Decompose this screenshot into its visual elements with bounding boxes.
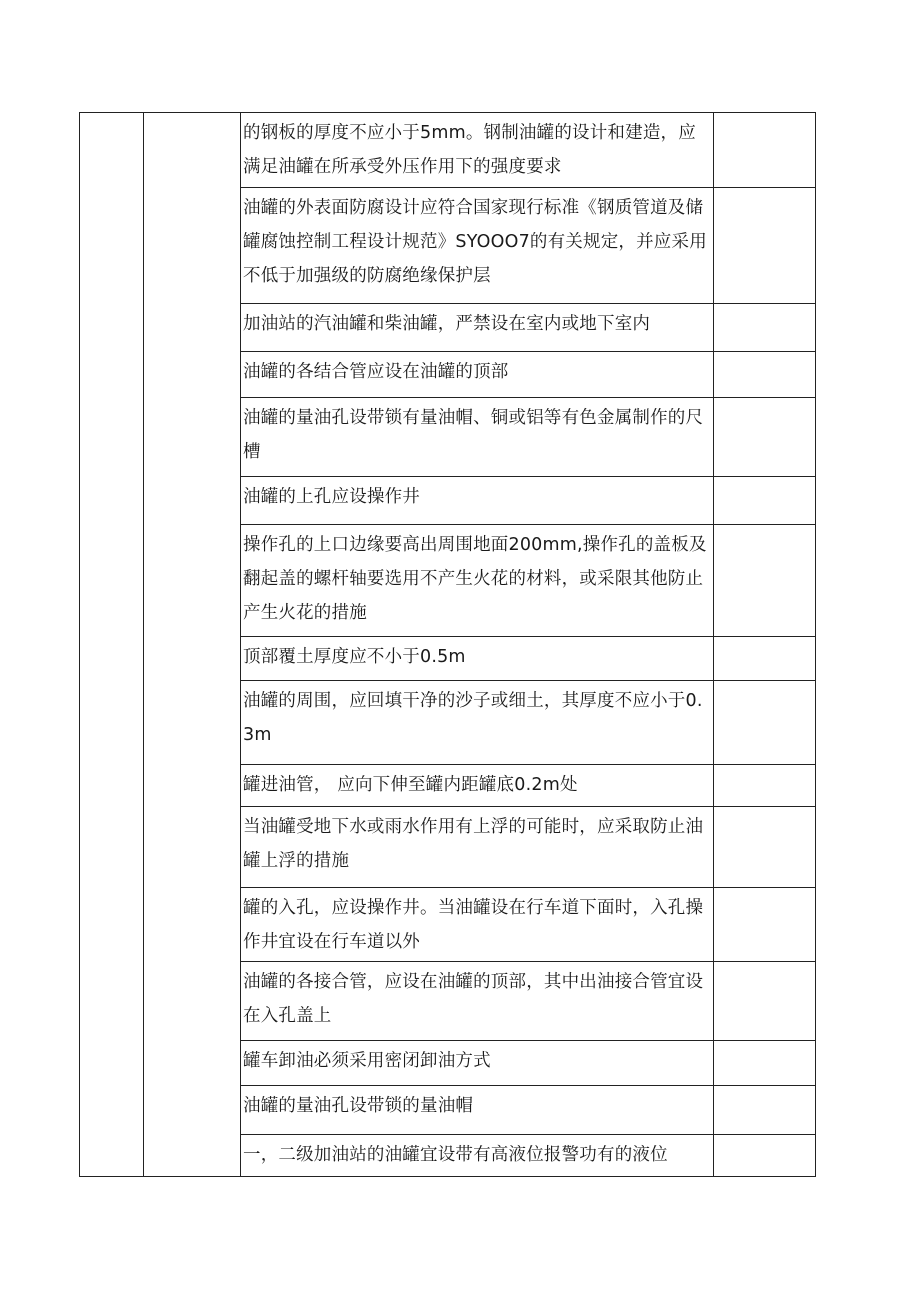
requirement-cell [241, 1041, 714, 1086]
result-cell [714, 962, 816, 1041]
requirement-text: 油罐的各接合管，应设在油罐的顶部，其中出油接合管宜设在入孔盖上 [243, 972, 704, 1026]
requirement-cell [241, 888, 714, 962]
requirement-cell [241, 681, 714, 765]
requirements-table [79, 112, 816, 1177]
requirement-cell [241, 398, 714, 477]
requirement-text: 油罐的外表面防腐设计应符合国家现行标准《钢质管道及储罐腐蚀控制工程设计规范》SYOOO7的有关规定，并应采用不低于加强级的防腐绝缘保护层 [243, 198, 707, 286]
result-cell [714, 1086, 816, 1135]
requirement-cell [241, 188, 714, 304]
requirement-text: 一，二级加油站的油罐宜设带有高液位报警功有的液位 [243, 1145, 668, 1165]
requirement-cell [241, 113, 714, 188]
requirement-text: 罐车卸油必须采用密闭卸油方式 [243, 1051, 491, 1071]
result-cell [714, 525, 816, 637]
requirement-cell [241, 304, 714, 352]
table-row [80, 113, 816, 188]
result-cell [714, 1135, 816, 1177]
requirement-text: 罐的入孔，应设操作井。当油罐设在行车道下面时，入孔操作井宜设在行车道以外 [243, 898, 704, 952]
requirement-text: 油罐的量油孔设带锁有量油帽、铜或铝等有色金属制作的尺槽 [243, 408, 704, 462]
result-cell [714, 637, 816, 681]
requirement-text: 当油罐受地下水或雨水作用有上浮的可能时，应采取防止油罐上浮的措施 [243, 817, 704, 871]
requirement-text: 操作孔的上口边缘要高出周围地面200mm,操作孔的盖板及翻起盖的螺杆轴要选用不产生火花的材料，或采限其他防止产生火花的措施 [243, 535, 707, 623]
result-cell [714, 1041, 816, 1086]
requirement-text: 油罐的上孔应设操作井 [243, 487, 420, 507]
requirement-text: 油罐的各结合管应设在油罐的顶部 [243, 362, 509, 382]
requirement-cell [241, 477, 714, 525]
result-cell [714, 304, 816, 352]
requirement-text: 油罐的量油孔设带锁的量油帽 [243, 1096, 474, 1116]
result-cell [714, 765, 816, 807]
category-cell [80, 113, 144, 1177]
requirement-text: 罐进油管， 应向下伸至罐内距罐底0.2m处 [243, 775, 578, 795]
result-cell [714, 352, 816, 398]
result-cell [714, 398, 816, 477]
requirement-cell [241, 525, 714, 637]
requirement-text: 顶部覆土厚度应不小于0.5m [243, 647, 466, 667]
requirement-cell [241, 807, 714, 888]
requirement-cell [241, 637, 714, 681]
requirement-cell [241, 765, 714, 807]
requirement-text: 加油站的汽油罐和柴油罐，严禁设在室内或地下室内 [243, 314, 651, 334]
result-cell [714, 188, 816, 304]
requirement-text: 油罐的周围，应回填干净的沙子或细土，其厚度不应小于0.3m [243, 691, 703, 745]
result-cell [714, 113, 816, 188]
result-cell [714, 681, 816, 765]
requirement-cell [241, 1135, 714, 1177]
requirement-cell [241, 962, 714, 1041]
item-cell [144, 113, 241, 1177]
requirement-cell [241, 1086, 714, 1135]
result-cell [714, 888, 816, 962]
requirement-text: 的钢板的厚度不应小于5mm。钢制油罐的设计和建造，应满足油罐在所承受外压作用下的强度要求 [243, 123, 696, 177]
requirement-cell [241, 352, 714, 398]
result-cell [714, 807, 816, 888]
result-cell [714, 477, 816, 525]
